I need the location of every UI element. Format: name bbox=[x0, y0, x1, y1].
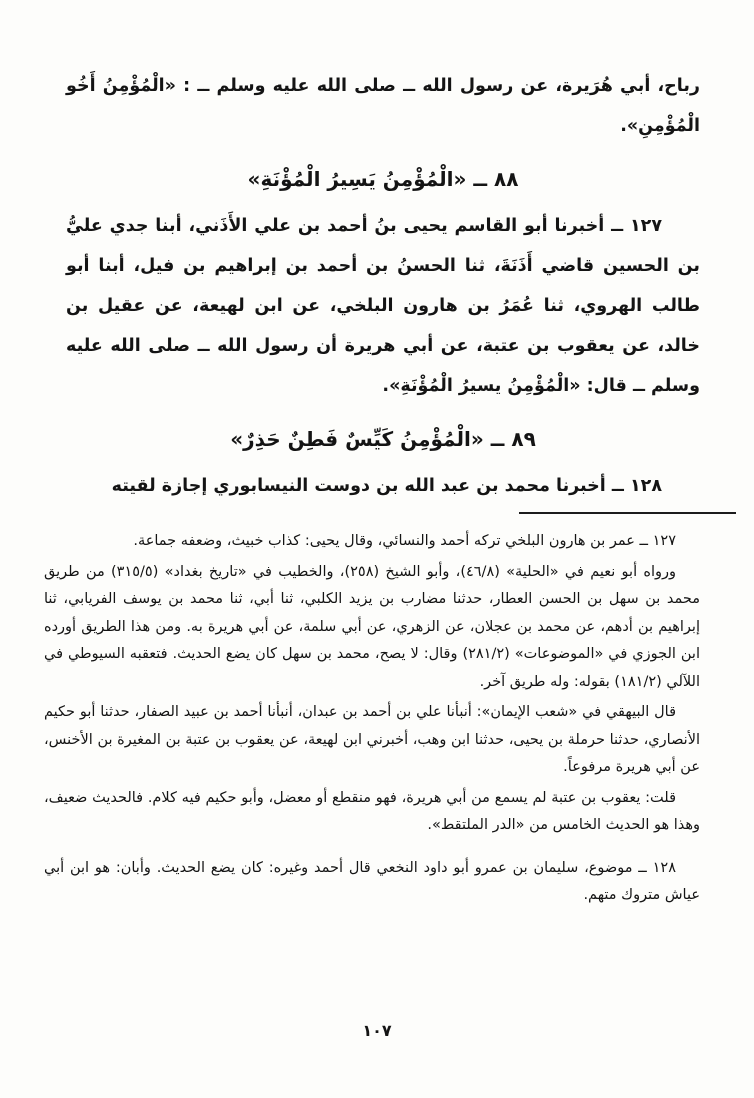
main-text-block bbox=[0, 0, 754, 506]
footnote-127-verdict: قلت: يعقوب بن عتبة لم يسمع من أبي هريرة، فهو منقطع أو معضل، وأبو حكيم فيه كلام. فالحديث ضعيف، وهذا هو الحديث الخامس من «الدر الملتقط». bbox=[44, 789, 700, 833]
footnotes-block bbox=[0, 528, 754, 910]
footnote-128-grading: ١٢٨ ــ موضوع، سليمان بن عمرو أبو داود النخعي قال أحمد وغيره: كان يضع الحديث. وأبان: هو ابن أبي عياش متروك متهم. bbox=[44, 859, 700, 903]
footnote-separator bbox=[519, 512, 736, 514]
page-number: ١٠٧ bbox=[362, 1021, 392, 1040]
chapter-89-heading: ٨٩ ــ «الْمُؤْمِنُ كَيِّسٌ فَطِنٌ حَذِرٌ» bbox=[230, 427, 536, 451]
footnote-127-bayhaqi: قال البيهقي في «شعب الإيمان»: أنبأنا علي بن أحمد بن عبدان، أنبأنا أحمد بن عبيد الصفار، حدثنا أبو حكيم الأنصاري، حدثنا حرملة بن يحيى، حدثنا ابن وهب، أخبرني ابن لهيعة، عن يعقوب بن عتبة بن المغيرة بن الأخنس، عن أبي هريرة مرفوعاً. bbox=[44, 704, 700, 775]
hadith-continuation-paragraph: رباح، أبي هُرَيرة، عن رسول الله ــ صلى الله عليه وسلم ــ : «الْمُؤْمِنُ أَخُو الْمُؤْمِنِ». bbox=[66, 76, 700, 136]
hadith-128-opening-paragraph: ١٢٨ ــ أخبرنا محمد بن عبد الله بن دوست النيسابوري إجازة لقيته bbox=[111, 476, 662, 496]
hadith-127-paragraph: ١٢٧ ــ أخبرنا أبو القاسم يحيى بنُ أحمد بن علي الأَذَني، أبنا جدي عليُّ بن الحسين قاضي أَذَنَةَ، ثنا الحسنُ بن أحمد بن إبراهيم بن فيل، أبنا أبو طالب الهروي، ثنا عُمَرُ بن هارون البلخي، عن ابن لهيعة، عن عقيل بن خالد، عن يعقوب بن عتبة، عن أبي هريرة أن رسول الله ــ صلى الله عليه وسلم ــ قال: «الْمُؤْمِنُ يسيرُ الْمُؤْنَةِ». bbox=[66, 216, 700, 396]
chapter-88-heading: ٨٨ ــ «الْمُؤْمِنُ يَسِيرُ الْمُؤْنَةِ» bbox=[247, 167, 519, 191]
footnote-127-takhrij: ورواه أبو نعيم في «الحلية» (٤٦/٨)، وأبو الشيخ (٢٥٨)، والخطيب في «تاريخ بغداد» (٣١٥/٥) من طريق محمد بن سهل بن الحسن العطار، حدثنا مضارب بن يزيد الكلبي، ثنا أبي، ثنا محمد بن يوسف الفريابي، ثنا إبراهيم بن أدهم، عن محمد بن عجلان، عن الزهري، عن أبي سلمة، عن أبي هريرة به. ومن هذا الطريق أورده ابن الجوزي في «الموضوعات» (٢٨١/٢) وقال: لا يصح، محمد بن سهل كان يضع الحديث. فتعقبه السيوطي في اللآلي (١٨١/٢) بقوله: وله طريق آخر. bbox=[44, 563, 700, 690]
footnote-127-grading: ١٢٧ ــ عمر بن هارون البلخي تركه أحمد والنسائي، وقال يحيى: كذاب خبيث، وضعفه جماعة. bbox=[133, 533, 676, 549]
